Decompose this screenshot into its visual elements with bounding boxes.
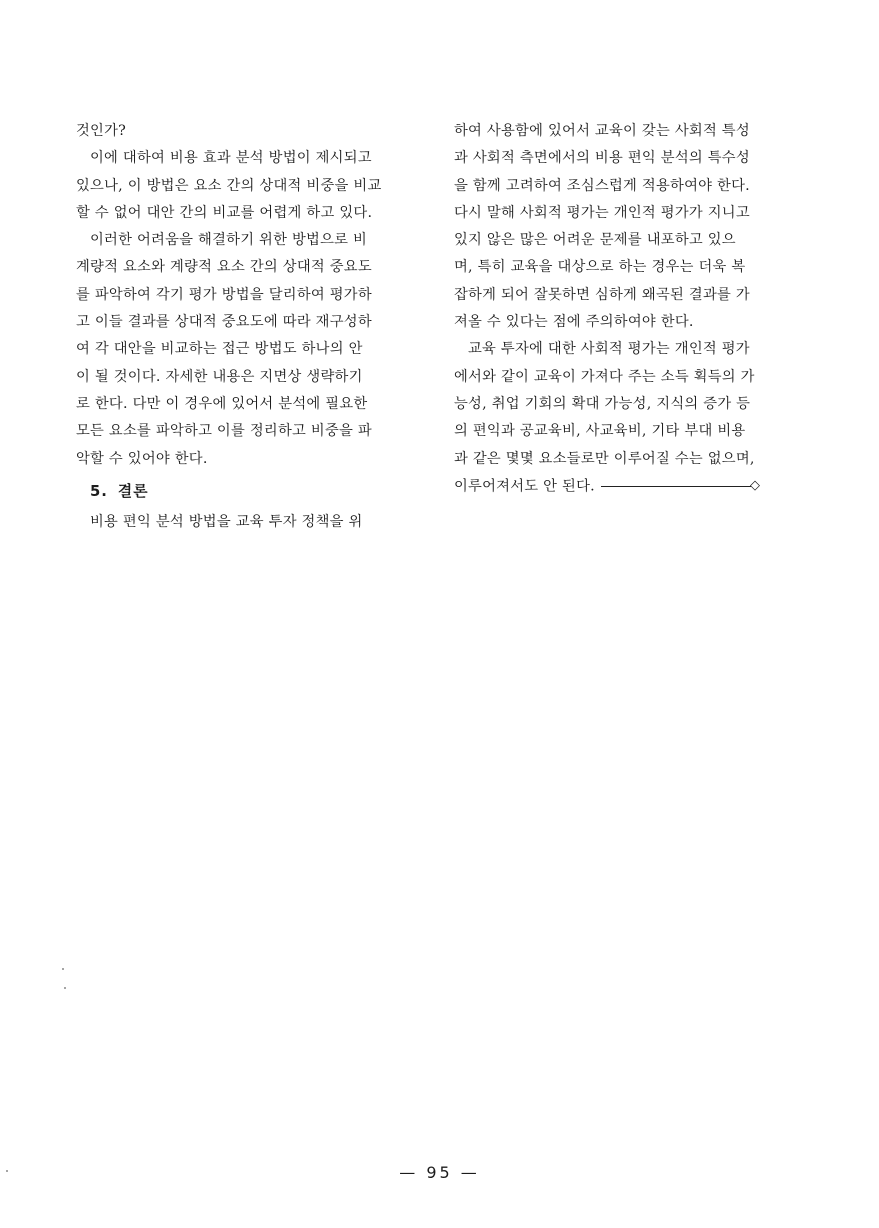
section-title: 결론	[117, 482, 149, 500]
paragraph-line: 능성, 취업 기회의 확대 가능성, 지식의 증가 등	[454, 395, 751, 412]
paragraph-line: 이 될 것이다. 자세한 내용은 지면상 생략하기	[76, 368, 363, 385]
paragraph-line: 것인가?	[76, 123, 127, 139]
paragraph-line: 교육 투자에 대한 사회적 평가는 개인적 평가	[468, 341, 750, 358]
final-line	[454, 473, 796, 500]
paragraph-line: 져올 수 있다는 점에 주의하여야 한다.	[454, 314, 694, 331]
paragraph-line: 있으나, 이 방법은 요소 간의 상대적 비중을 비교	[76, 177, 382, 194]
paragraph-line: 다시 말해 사회적 평가는 개인적 평가가 지니고	[454, 204, 750, 221]
scan-speck	[6, 1170, 8, 1172]
paragraph-line: 여 각 대안을 비교하는 접근 방법도 하나의 안	[76, 341, 363, 358]
right-column	[454, 118, 796, 500]
paragraph-line: 이러한 어려움을 해결하기 위한 방법으로 비	[90, 232, 368, 249]
paragraph-line: 잡하게 되어 잘못하면 심하게 왜곡된 결과를 가	[454, 286, 750, 303]
paragraph-line: 있지 않은 많은 어려운 문제를 내포하고 있으	[454, 232, 736, 249]
paragraph-line: 로 한다. 다만 이 경우에 있어서 분석에 필요한	[76, 395, 368, 412]
page-number: — 95 —	[399, 1163, 480, 1182]
scan-speck	[64, 987, 66, 989]
end-rule	[601, 486, 751, 487]
paragraph-line: 에서와 같이 교육이 가져다 주는 소득 획득의 가	[454, 368, 755, 385]
section-heading	[76, 473, 418, 509]
paragraph-line: 하여 사용함에 있어서 교육이 갖는 사회적 특성	[454, 123, 750, 139]
paragraph-line: 을 함께 고려하여 조심스럽게 적용하여야 한다.	[454, 177, 750, 194]
paragraph-line: 이에 대하여 비용 효과 분석 방법이 제시되고	[90, 150, 372, 167]
paragraph-line: 의 편익과 공교육비, 사교육비, 기타 부대 비용	[454, 423, 746, 440]
final-line-text: 이루어져서도 안 된다.	[454, 478, 595, 495]
paragraph-line: 과 같은 몇몇 요소들로만 이루어질 수는 없으며,	[454, 450, 755, 467]
left-column	[76, 118, 418, 536]
paragraph-line: 과 사회적 측면에서의 비용 편익 분석의 특수성	[454, 150, 750, 167]
paragraph-line: 비용 편익 분석 방법을 교육 투자 정책을 위	[90, 513, 363, 530]
paragraph-line: 며, 특히 교육을 대상으로 하는 경우는 더욱 복	[454, 259, 746, 276]
paragraph-line: 모든 요소를 파악하고 이를 정리하고 비중을 파	[76, 423, 372, 440]
paragraph-line: 를 파악하여 각기 평가 방법을 달리하여 평가하	[76, 286, 372, 303]
end-diamond-icon: ◇	[749, 477, 761, 493]
scan-speck	[62, 968, 64, 970]
section-number: 5.	[90, 482, 108, 500]
paragraph-line: 악할 수 있어야 한다.	[76, 450, 208, 467]
paragraph-line: 고 이들 결과를 상대적 중요도에 따라 재구성하	[76, 314, 372, 331]
paragraph-line: 계량적 요소와 계량적 요소 간의 상대적 중요도	[76, 259, 372, 276]
paragraph-line: 할 수 없어 대안 간의 비교를 어렵게 하고 있다.	[76, 204, 373, 221]
